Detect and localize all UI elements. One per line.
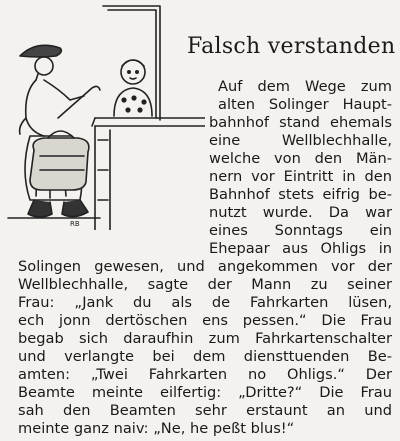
text-line: Bahnhof stets eifrig be- bbox=[209, 186, 392, 203]
text-line: und verlangte bei dem diensttuenden Be- bbox=[18, 348, 392, 365]
text-line: eine Wellblechhalle, bbox=[209, 132, 392, 149]
text-line: meinte ganz naiv: „Ne, he peßt blus!“ bbox=[18, 420, 295, 437]
text-line: bahnhof stand ehemals bbox=[209, 114, 392, 131]
text-line: welche von den Män- bbox=[209, 150, 392, 167]
text-line: Beamte meinte eilfertig: „Dritte?“ Die Frau bbox=[18, 384, 392, 401]
text-line: sah den Beamten sehr erstaunt an und bbox=[18, 402, 392, 419]
cartoon-illustration bbox=[0, 0, 205, 230]
text-line: ech jonn dertöschen ens pessen.“ Die Frau bbox=[18, 312, 392, 329]
text-line: Solingen gewesen, und angekommen vor der bbox=[18, 258, 392, 275]
text-line: alten Solinger Haupt- bbox=[218, 96, 392, 113]
text-line: Wellblechhalle, sagte der Mann zu seiner bbox=[18, 276, 392, 293]
text-line: nern vor Eintritt in den bbox=[209, 168, 392, 185]
text-line: nutzt wurde. Da war bbox=[209, 204, 392, 221]
text-line: begab sich daraufhin zum Fahrkartenschalter bbox=[18, 330, 392, 347]
text-line: Frau: „Jank du als de Fahrkarten lüsen, bbox=[18, 294, 392, 311]
article-title: Falsch verstanden bbox=[187, 34, 396, 59]
text-line: Auf dem Wege zum bbox=[218, 78, 392, 95]
text-line: eines Sonntags ein bbox=[209, 222, 392, 239]
text-line: Ehepaar aus Ohligs in bbox=[209, 240, 392, 257]
illustrator-signature: RB bbox=[70, 220, 80, 228]
text-line: amten: „Twei Fahrkarten no Ohligs.“ Der bbox=[18, 366, 392, 383]
